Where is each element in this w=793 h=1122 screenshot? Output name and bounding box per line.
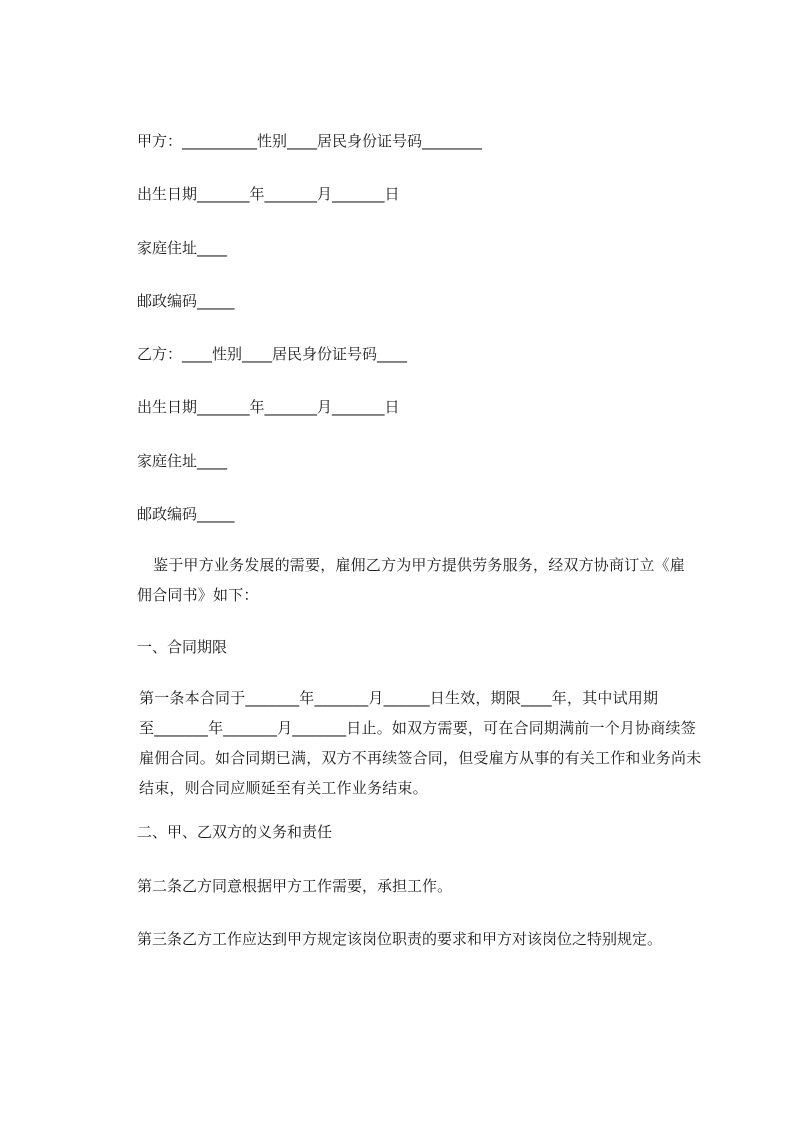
party-b-info-line: 乙方：____性别____居民身份证号码____ xyxy=(137,345,408,363)
party-a-info-line: 甲方：__________性别____居民身份证号码________ xyxy=(137,132,483,150)
party-a-birth-date: 出生日期_______年_______月_______日 xyxy=(137,185,400,203)
preamble-paragraph xyxy=(137,550,713,610)
party-b-address: 家庭住址____ xyxy=(137,452,228,470)
party-b-birth-date: 出生日期_______年_______月_______日 xyxy=(137,398,400,416)
party-a-postcode: 邮政编码_____ xyxy=(137,292,235,310)
article-1-row-2: 至_______年_______月_______日止。如双方需要，可在合同期满前一个月协商续签 xyxy=(139,719,696,737)
article-2: 第二条乙方同意根据甲方工作需要，承担工作。 xyxy=(137,877,453,895)
article-3: 第三条乙方工作应达到甲方规定该岗位职责的要求和甲方对该岗位之特别规定。 xyxy=(137,930,663,948)
article-1-row-1: 第一条本合同于_______年_______月______日生效，期限____年，其中试用期 xyxy=(139,689,659,707)
party-b-postcode: 邮政编码_____ xyxy=(137,505,235,523)
party-a-address: 家庭住址____ xyxy=(137,239,228,257)
article-1-row-4: 结束，则合同应顺延至有关工作业务结束。 xyxy=(139,779,428,797)
article-1-paragraph xyxy=(139,683,714,803)
section-1-heading: 一、合同期限 xyxy=(137,638,228,656)
section-2-heading: 二、甲、乙双方的义务和责任 xyxy=(137,823,333,841)
article-1-row-3: 雇佣合同。如合同期已满，双方不再续签合同，但受雇方从事的有关工作和业务尚未 xyxy=(139,749,702,767)
preamble-row-2: 佣合同书》如下： xyxy=(137,586,259,604)
preamble-row-1: 鉴于甲方业务发展的需要，雇佣乙方为甲方提供劳务服务，经双方协商订立《雇 xyxy=(153,556,686,574)
